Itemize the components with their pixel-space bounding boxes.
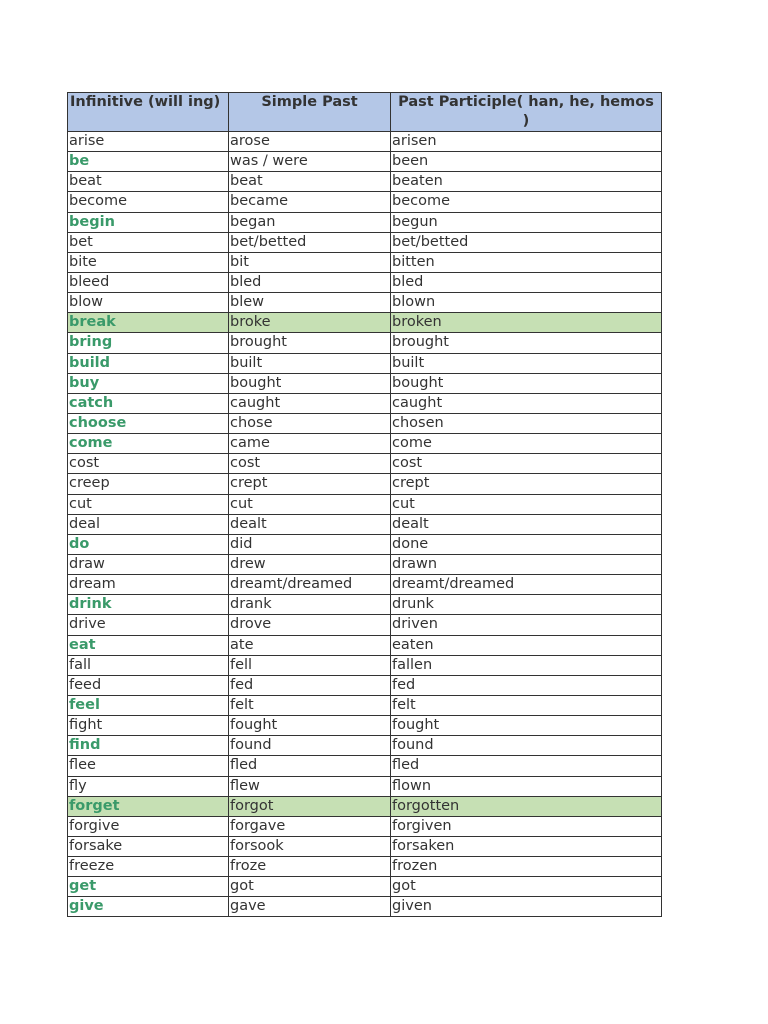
table-row xyxy=(68,595,662,615)
cell-infinitive: freeze xyxy=(68,857,229,877)
cell-past-participle: found xyxy=(391,736,662,756)
cell-past-participle: driven xyxy=(391,615,662,635)
cell-simple-past: dealt xyxy=(229,514,391,534)
table-row xyxy=(68,655,662,675)
cell-simple-past: flew xyxy=(229,776,391,796)
table-row xyxy=(68,716,662,736)
header-infinitive: Infinitive (will ing) xyxy=(68,93,229,132)
table-row xyxy=(68,857,662,877)
cell-simple-past: fled xyxy=(229,756,391,776)
table-row xyxy=(68,796,662,816)
cell-past-participle: become xyxy=(391,192,662,212)
cell-infinitive: find xyxy=(68,736,229,756)
cell-infinitive: forget xyxy=(68,796,229,816)
table-body xyxy=(68,132,662,917)
cell-simple-past: fought xyxy=(229,716,391,736)
cell-past-participle: bled xyxy=(391,272,662,292)
cell-infinitive: forgive xyxy=(68,816,229,836)
table-row xyxy=(68,232,662,252)
cell-simple-past: came xyxy=(229,434,391,454)
table-row xyxy=(68,252,662,272)
cell-past-participle: dreamt/dreamed xyxy=(391,575,662,595)
cell-past-participle: dealt xyxy=(391,514,662,534)
cell-simple-past: fed xyxy=(229,675,391,695)
cell-simple-past: forsook xyxy=(229,836,391,856)
cell-past-participle: felt xyxy=(391,695,662,715)
cell-simple-past: beat xyxy=(229,172,391,192)
cell-infinitive: give xyxy=(68,897,229,917)
cell-infinitive: bet xyxy=(68,232,229,252)
cell-infinitive: fly xyxy=(68,776,229,796)
cell-simple-past: bit xyxy=(229,252,391,272)
cell-past-participle: bought xyxy=(391,373,662,393)
cell-past-participle: forgotten xyxy=(391,796,662,816)
table-row xyxy=(68,434,662,454)
cell-infinitive: drink xyxy=(68,595,229,615)
cell-simple-past: broke xyxy=(229,313,391,333)
table-header-row xyxy=(68,93,662,132)
table-row xyxy=(68,172,662,192)
cell-infinitive: come xyxy=(68,434,229,454)
cell-simple-past: ate xyxy=(229,635,391,655)
table-row xyxy=(68,474,662,494)
cell-infinitive: feed xyxy=(68,675,229,695)
cell-infinitive: begin xyxy=(68,212,229,232)
cell-infinitive: flee xyxy=(68,756,229,776)
cell-simple-past: caught xyxy=(229,393,391,413)
cell-simple-past: forgot xyxy=(229,796,391,816)
cell-infinitive: bite xyxy=(68,252,229,272)
cell-simple-past: froze xyxy=(229,857,391,877)
cell-simple-past: began xyxy=(229,212,391,232)
cell-infinitive: cut xyxy=(68,494,229,514)
cell-simple-past: drew xyxy=(229,554,391,574)
cell-past-participle: beaten xyxy=(391,172,662,192)
cell-infinitive: creep xyxy=(68,474,229,494)
cell-past-participle: flown xyxy=(391,776,662,796)
cell-simple-past: fell xyxy=(229,655,391,675)
cell-infinitive: fight xyxy=(68,716,229,736)
cell-infinitive: eat xyxy=(68,635,229,655)
table-row xyxy=(68,836,662,856)
cell-past-participle: got xyxy=(391,877,662,897)
table-row xyxy=(68,534,662,554)
cell-simple-past: forgave xyxy=(229,816,391,836)
cell-infinitive: do xyxy=(68,534,229,554)
table-row xyxy=(68,152,662,172)
cell-simple-past: got xyxy=(229,877,391,897)
table-row xyxy=(68,333,662,353)
table-row xyxy=(68,554,662,574)
table-row xyxy=(68,675,662,695)
cell-past-participle: forgiven xyxy=(391,816,662,836)
table-row xyxy=(68,494,662,514)
table-row xyxy=(68,695,662,715)
irregular-verbs-table xyxy=(67,92,662,917)
cell-infinitive: catch xyxy=(68,393,229,413)
cell-past-participle: blown xyxy=(391,293,662,313)
cell-infinitive: become xyxy=(68,192,229,212)
cell-past-participle: chosen xyxy=(391,413,662,433)
cell-simple-past: was / were xyxy=(229,152,391,172)
table-row xyxy=(68,413,662,433)
cell-past-participle: come xyxy=(391,434,662,454)
cell-simple-past: crept xyxy=(229,474,391,494)
header-simple-past: Simple Past xyxy=(229,93,391,132)
table-row xyxy=(68,393,662,413)
cell-past-participle: brought xyxy=(391,333,662,353)
cell-infinitive: feel xyxy=(68,695,229,715)
cell-past-participle: done xyxy=(391,534,662,554)
cell-infinitive: dream xyxy=(68,575,229,595)
cell-past-participle: been xyxy=(391,152,662,172)
cell-simple-past: felt xyxy=(229,695,391,715)
cell-past-participle: fallen xyxy=(391,655,662,675)
cell-past-participle: caught xyxy=(391,393,662,413)
cell-simple-past: cut xyxy=(229,494,391,514)
cell-past-participle: given xyxy=(391,897,662,917)
table-row xyxy=(68,293,662,313)
cell-infinitive: build xyxy=(68,353,229,373)
cell-simple-past: did xyxy=(229,534,391,554)
cell-past-participle: drunk xyxy=(391,595,662,615)
table-row xyxy=(68,736,662,756)
cell-infinitive: choose xyxy=(68,413,229,433)
cell-past-participle: fled xyxy=(391,756,662,776)
table-row xyxy=(68,313,662,333)
cell-simple-past: bet/betted xyxy=(229,232,391,252)
table-row xyxy=(68,514,662,534)
cell-simple-past: blew xyxy=(229,293,391,313)
cell-simple-past: bought xyxy=(229,373,391,393)
table-row xyxy=(68,756,662,776)
cell-infinitive: buy xyxy=(68,373,229,393)
cell-simple-past: gave xyxy=(229,897,391,917)
table-row xyxy=(68,615,662,635)
cell-infinitive: drive xyxy=(68,615,229,635)
cell-past-participle: broken xyxy=(391,313,662,333)
cell-infinitive: cost xyxy=(68,454,229,474)
cell-past-participle: begun xyxy=(391,212,662,232)
cell-past-participle: drawn xyxy=(391,554,662,574)
cell-infinitive: be xyxy=(68,152,229,172)
cell-simple-past: drove xyxy=(229,615,391,635)
table-row xyxy=(68,816,662,836)
cell-past-participle: arisen xyxy=(391,132,662,152)
table-row xyxy=(68,272,662,292)
cell-infinitive: forsake xyxy=(68,836,229,856)
cell-infinitive: draw xyxy=(68,554,229,574)
cell-past-participle: crept xyxy=(391,474,662,494)
cell-infinitive: bring xyxy=(68,333,229,353)
cell-past-participle: bet/betted xyxy=(391,232,662,252)
cell-past-participle: forsaken xyxy=(391,836,662,856)
table-row xyxy=(68,353,662,373)
table-row xyxy=(68,212,662,232)
table-row xyxy=(68,192,662,212)
cell-past-participle: bitten xyxy=(391,252,662,272)
table-row xyxy=(68,132,662,152)
cell-simple-past: arose xyxy=(229,132,391,152)
cell-past-participle: eaten xyxy=(391,635,662,655)
cell-infinitive: arise xyxy=(68,132,229,152)
cell-infinitive: fall xyxy=(68,655,229,675)
table-row xyxy=(68,635,662,655)
table-row xyxy=(68,776,662,796)
table-row xyxy=(68,877,662,897)
cell-simple-past: brought xyxy=(229,333,391,353)
cell-simple-past: dreamt/dreamed xyxy=(229,575,391,595)
cell-simple-past: drank xyxy=(229,595,391,615)
cell-infinitive: blow xyxy=(68,293,229,313)
cell-infinitive: deal xyxy=(68,514,229,534)
cell-infinitive: break xyxy=(68,313,229,333)
cell-infinitive: beat xyxy=(68,172,229,192)
cell-simple-past: found xyxy=(229,736,391,756)
cell-past-participle: cut xyxy=(391,494,662,514)
cell-simple-past: bled xyxy=(229,272,391,292)
cell-past-participle: fed xyxy=(391,675,662,695)
cell-past-participle: cost xyxy=(391,454,662,474)
header-past-participle: Past Participle( han, he, hemos ) xyxy=(391,93,662,132)
table-row xyxy=(68,454,662,474)
cell-simple-past: built xyxy=(229,353,391,373)
cell-past-participle: frozen xyxy=(391,857,662,877)
cell-simple-past: cost xyxy=(229,454,391,474)
cell-simple-past: chose xyxy=(229,413,391,433)
table-row xyxy=(68,373,662,393)
cell-infinitive: bleed xyxy=(68,272,229,292)
cell-past-participle: fought xyxy=(391,716,662,736)
table-row xyxy=(68,897,662,917)
table-row xyxy=(68,575,662,595)
cell-infinitive: get xyxy=(68,877,229,897)
cell-simple-past: became xyxy=(229,192,391,212)
cell-past-participle: built xyxy=(391,353,662,373)
